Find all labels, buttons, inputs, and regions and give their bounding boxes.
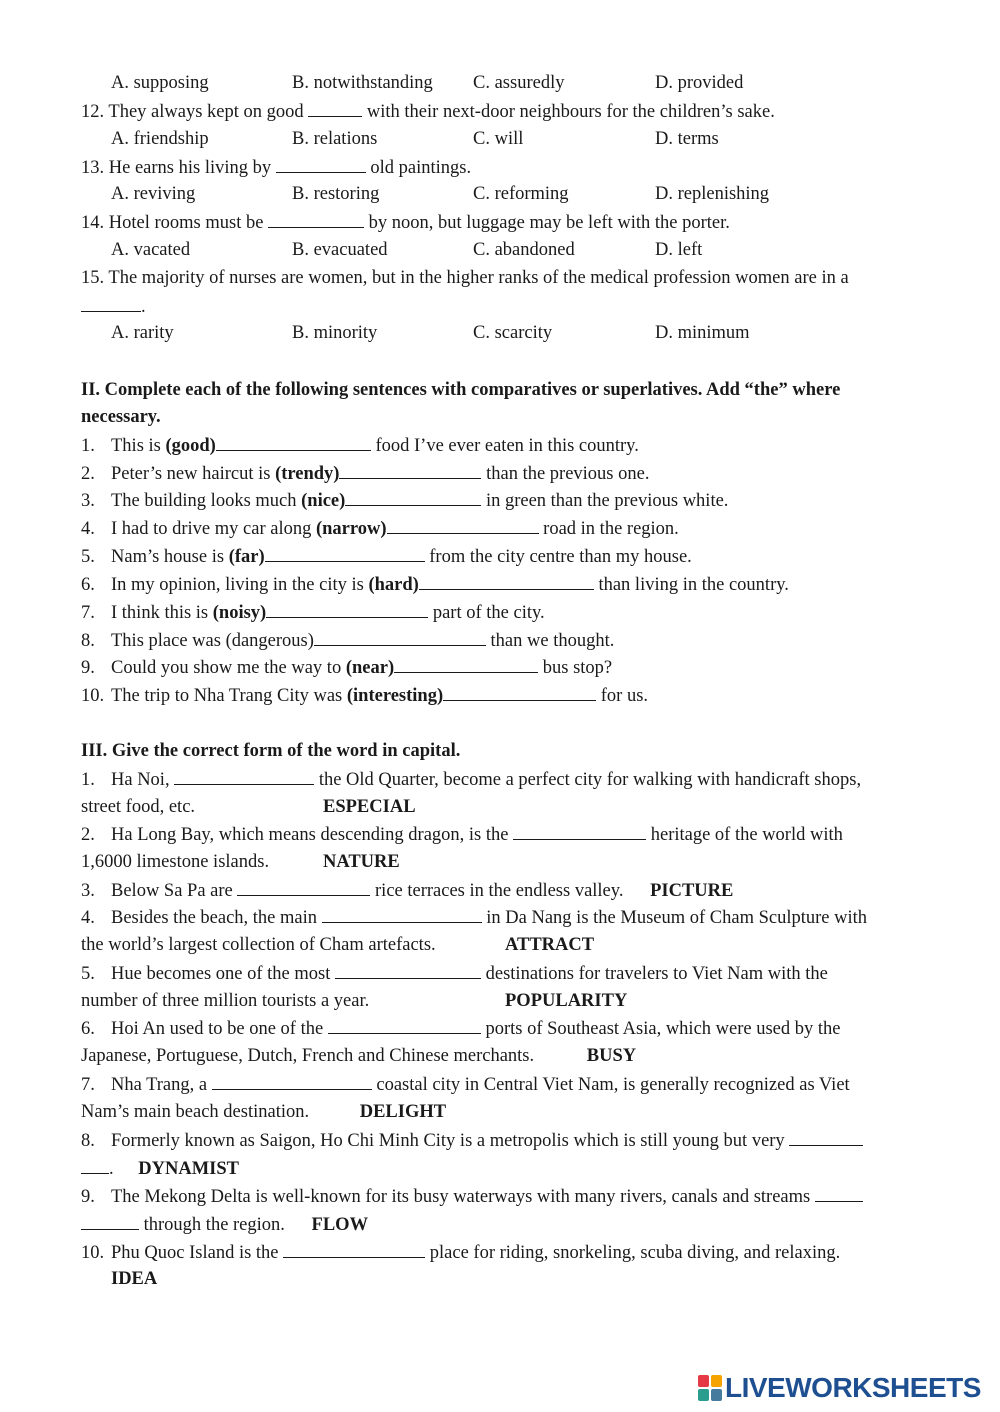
item-number: 7. [81,1075,95,1095]
item-text-after: rice terraces in the endless valley. [375,881,624,901]
item-cue: (dangerous) [225,631,314,651]
item-number: 7. [81,603,95,623]
item-number: 9. [81,658,95,678]
item-text-after: in green than the previous white. [485,491,729,511]
item-number: 6. [81,575,95,595]
s3-item-7 [81,1071,940,1098]
s3-item-4-line2 [81,932,940,959]
answer-blank[interactable] [335,960,481,979]
item-number: 1. [81,770,95,790]
q13-options [81,181,940,208]
section2-heading-line2: necessary. [81,407,161,427]
item-cue: (nice) [301,491,346,511]
item-text: In my opinion, living in the city is [111,575,364,595]
s3-item-9 [81,1183,940,1210]
s3-item-10 [81,1239,940,1266]
s3-item-2-line2 [81,849,940,876]
q12-option-d[interactable]: D. terms [655,129,719,149]
q12-text: 12. They always kept on good [81,102,304,122]
item-number: 10. [81,1243,105,1263]
s2-item-5 [81,543,940,570]
capital-word: PICTURE [650,881,734,901]
s2-item-3 [81,487,940,514]
q13-option-c[interactable]: C. reforming [473,184,569,204]
s3-item-8-line2 [81,1155,940,1182]
item-text: The trip to Nha Trang City was [111,686,343,706]
item-number: 4. [81,519,95,539]
item-text-after: for us. [600,686,649,706]
q15-option-c[interactable]: C. scarcity [473,323,553,343]
item-text: The building looks much [111,491,297,511]
answer-blank[interactable] [345,487,481,506]
q13-option-d[interactable]: D. replenishing [655,184,770,204]
capital-word: IDEA [111,1269,158,1289]
item-text-line2: street food, etc. [81,797,196,817]
item-text-after: destinations for travelers to Viet Nam with the [485,964,828,984]
item-text-line2: 1,6000 limestone islands. [81,852,270,872]
item-text: This place was [111,631,221,651]
s2-item-6 [81,571,940,598]
q14-blank[interactable] [268,209,364,228]
s3-item-6-line2 [81,1043,940,1070]
q13-text-after: old paintings. [370,158,472,178]
q15-option-a[interactable]: A. rarity [111,323,174,343]
s3-item-4 [81,904,940,931]
logo-text: LIVEWORKSHEETS [725,1372,981,1403]
q12-option-b[interactable]: B. relations [292,129,378,149]
q12-blank[interactable] [308,98,362,117]
answer-blank[interactable] [513,821,646,840]
capital-word: DELIGHT [359,1102,447,1122]
s3-item-9-line2 [81,1211,940,1238]
answer-blank[interactable] [265,543,425,562]
capital-word: NATURE [323,852,400,872]
s2-item-10 [81,682,940,709]
item-text: Hue becomes one of the most [111,964,331,984]
item-text: Besides the beach, the main [111,908,318,928]
item-cue: (hard) [368,575,419,595]
capital-word: BUSY [586,1046,637,1066]
item-text: This is [111,436,161,456]
s2-item-7 [81,599,940,626]
q11-option-a[interactable]: A. supposing [111,73,209,93]
s3-item-8 [81,1127,940,1154]
answer-blank[interactable] [266,599,428,618]
q15-question-line2 [81,293,940,320]
q14-option-d[interactable]: D. left [655,240,703,260]
s2-item-8 [81,627,940,654]
section3-heading: III. Give the correct form of the word in capital. [81,741,461,761]
q11-options [81,70,940,97]
item-number: 5. [81,547,95,567]
s2-item-1 [81,432,940,459]
answer-blank[interactable] [815,1183,863,1202]
item-number: 2. [81,464,95,484]
item-text: Formerly known as Saigon, Ho Chi Minh City is a metropolis which is still young but very [111,1131,785,1151]
answer-blank[interactable] [174,766,314,785]
item-number: 2. [81,825,95,845]
item-text-after: than living in the country. [598,575,789,595]
s3-item-6 [81,1015,940,1042]
answer-blank[interactable] [212,1071,372,1090]
answer-blank[interactable] [419,571,594,590]
item-text-line2: Nam’s main beach destination. [81,1102,310,1122]
s3-item-5-line2 [81,988,940,1015]
item-text-after: from the city centre than my house. [429,547,692,567]
answer-blank[interactable] [216,432,371,451]
item-cue: (narrow) [315,519,387,539]
item-text-line2: through the region. [143,1215,285,1235]
s3-item-3 [81,877,940,904]
answer-blank[interactable] [283,1239,425,1258]
item-number: 6. [81,1019,95,1039]
answer-blank-cont[interactable] [81,1211,139,1230]
answer-blank[interactable] [339,460,481,479]
q14-option-c[interactable]: C. abandoned [473,240,575,260]
item-text: Could you show me the way to [111,658,342,678]
q15-option-b[interactable]: B. minority [292,323,378,343]
q12-option-c[interactable]: C. will [473,129,524,149]
s3-item-5 [81,960,940,987]
item-number: 3. [81,491,95,511]
s3-item-10-line2 [81,1266,940,1293]
q13-text: 13. He earns his living by [81,158,272,178]
answer-blank[interactable] [237,877,370,896]
item-text-after: than the previous one. [486,464,650,484]
s3-item-1-line2 [81,794,940,821]
item-number: 3. [81,881,95,901]
item-text-after: road in the region. [543,519,679,539]
answer-blank[interactable] [394,654,538,673]
item-text: Below Sa Pa are [111,881,233,901]
answer-blank[interactable] [314,627,486,646]
item-cue: (near) [345,658,395,678]
q12-options [81,126,940,153]
q14-text: 14. Hotel rooms must be [81,213,264,233]
q14-option-b[interactable]: B. evacuated [292,240,388,260]
s3-item-2 [81,821,940,848]
q13-option-a[interactable]: A. reviving [111,184,196,204]
liveworksheets-logo[interactable] [698,1372,981,1404]
answer-blank-cont[interactable] [81,1155,109,1174]
q13-question [81,154,940,181]
q14-text-after: by noon, but luggage may be left with the porter. [368,213,730,233]
capital-word: POPULARITY [505,991,628,1011]
item-number: 10. [81,686,105,706]
item-number: 9. [81,1187,95,1207]
answer-blank[interactable] [387,515,539,534]
item-number: 4. [81,908,95,928]
logo-mark-icon [698,1375,722,1401]
item-text: Ha Noi, [111,770,170,790]
item-number: 5. [81,964,95,984]
item-text-after: coastal city in Central Viet Nam, is generally recognized as Viet [376,1075,850,1095]
item-text: Ha Long Bay, which means descending dragon, is the [111,825,509,845]
item-text-line2: . [109,1159,114,1179]
s3-item-1 [81,766,940,793]
item-cue: (good) [165,436,216,456]
item-cue: (noisy) [212,603,267,623]
item-text-after: the Old Quarter, become a perfect city for walking with handicraft shops, [318,770,862,790]
item-text-line2: the world’s largest collection of Cham artefacts. [81,935,436,955]
q11-option-c[interactable]: C. assuredly [473,73,565,93]
item-number: 8. [81,1131,95,1151]
item-text: Hoi An used to be one of the [111,1019,324,1039]
q14-question [81,209,940,236]
q13-option-b[interactable]: B. restoring [292,184,380,204]
section2-heading: II. Complete each of the following sentences with comparatives or superlatives. Add “the” where [81,380,841,400]
item-cue: (interesting) [346,686,444,706]
q12-text-after: with their next-door neighbours for the children’s sake. [366,102,775,122]
q11-option-b[interactable]: B. notwithstanding [292,73,433,93]
item-text-after: in Da Nang is the Museum of Cham Sculpture with [486,908,868,928]
item-text-line2: number of three million tourists a year. [81,991,370,1011]
item-text-after: than we thought. [490,631,615,651]
s3-item-7-line2 [81,1099,940,1126]
item-text-after: food I’ve ever eaten in this country. [375,436,639,456]
q14-options [81,237,940,264]
answer-blank[interactable] [322,904,482,923]
item-text-after: place for riding, snorkeling, scuba diving, and relaxing. [429,1243,841,1263]
q14-option-a[interactable]: A. vacated [111,240,191,260]
capital-word: DYNAMIST [138,1159,239,1179]
answer-blank[interactable] [328,1015,481,1034]
item-number: 1. [81,436,95,456]
q15-text: 15. The majority of nurses are women, but in the higher ranks of the medical profession women are in a [81,268,849,288]
q12-option-a[interactable]: A. friendship [111,129,209,149]
answer-blank[interactable] [443,682,596,701]
item-text-after: part of the city. [432,603,545,623]
q12-question [81,98,940,125]
item-text-line2: Japanese, Portuguese, Dutch, French and Chinese merchants. [81,1046,535,1066]
q15-blank[interactable] [81,293,141,312]
q15-option-d[interactable]: D. minimum [655,323,750,343]
q15-question [81,265,940,292]
capital-word: FLOW [311,1215,369,1235]
item-text-after: ports of Southeast Asia, which were used by the [485,1019,841,1039]
capital-word: ATTRACT [505,935,595,955]
q11-option-d[interactable]: D. provided [655,73,744,93]
q15-period: . [141,297,146,317]
item-text: Nam’s house is [111,547,225,567]
s2-item-9 [81,654,940,681]
item-number: 8. [81,631,95,651]
item-text-after: bus stop? [542,658,613,678]
q15-options [81,320,940,347]
item-cue: (far) [228,547,265,567]
item-text: I think this is [111,603,209,623]
s2-item-2 [81,460,940,487]
q13-blank[interactable] [276,154,366,173]
item-text: I had to drive my car along [111,519,312,539]
item-cue: (trendy) [275,464,340,484]
capital-word: ESPECIAL [323,797,416,817]
item-text: Phu Quoc Island is the [111,1243,279,1263]
item-text: Nha Trang, a [111,1075,208,1095]
item-text: Peter’s new haircut is [111,464,271,484]
item-text: The Mekong Delta is well-known for its busy waterways with many rivers, canals and streams [111,1187,811,1207]
item-text-after: heritage of the world with [650,825,843,845]
s2-item-4 [81,515,940,542]
answer-blank[interactable] [789,1127,863,1146]
